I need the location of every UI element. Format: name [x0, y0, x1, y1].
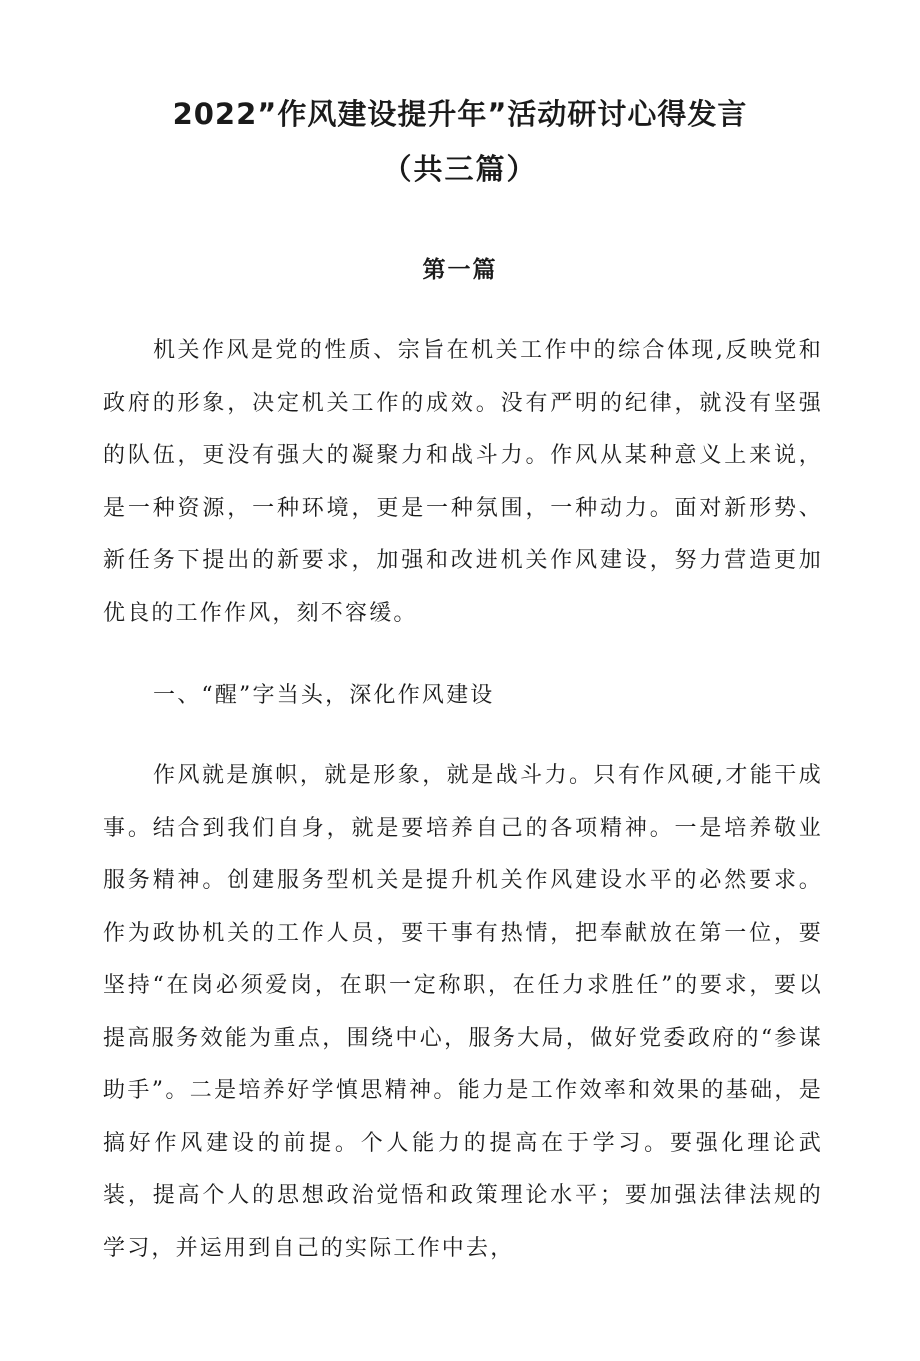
- body-paragraph-2: 作风就是旗帜，就是形象，就是战斗力。只有作风硬,才能干成事。结合到我们自身，就是要培养自己的各项精神。一是培养敬业服务精神。创建服务型机关是提升机关作风建设水平的必然要求。作为政协机关的工作人员，要干事有热情，把奉献放在第一位，要坚持“在岗必须爱岗，在职一定称职，在任力求胜任”的要求，要以提高服务效能为重点，围绕中心，服务大局，做好党委政府的“参谋助手”。二是培养好学慎思精神。能力是工作效率和效果的基础，是搞好作风建设的前提。个人能力的提高在于学习。要强化理论武装，提高个人的思想政治觉悟和政策理论水平；要加强法律法规的学习，并运用到自己的实际工作中去，: [103, 763, 823, 1261]
- section-heading-1: 一、“醒”字当头，深化作风建设: [153, 683, 495, 708]
- chapter-heading: 第一篇: [422, 256, 498, 283]
- document-subtitle: （共三篇）: [382, 152, 538, 186]
- document-title: 2022”作风建设提升年”活动研讨心得发言: [172, 97, 748, 131]
- body-paragraph-1: 机关作风是党的性质、宗旨在机关工作中的综合体现,反映党和政府的形象，决定机关工作的成效。没有严明的纪律，就没有坚强的队伍，更没有强大的凝聚力和战斗力。作风从某种意义上来说，是一种资源，一种环境，更是一种氛围，一种动力。面对新形势、新任务下提出的新要求，加强和改进机关作风建设，努力营造更加优良的工作作风，刻不容缓。: [103, 338, 823, 626]
